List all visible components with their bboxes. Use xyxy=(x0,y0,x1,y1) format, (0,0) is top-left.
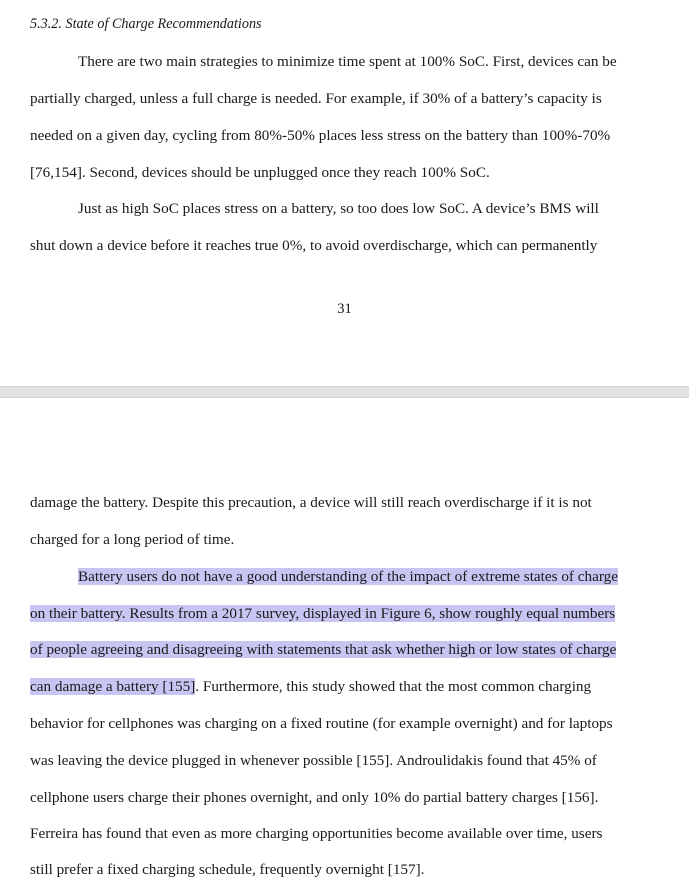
text-line: shut down a device before it reaches true 0%, to avoid overdischarge, which can permanently xyxy=(30,237,598,254)
document-page-31 xyxy=(0,0,689,386)
text-line: behavior for cellphones was charging on a fixed routine (for example overnight) and for laptops xyxy=(30,715,613,732)
page-number: 31 xyxy=(337,301,352,317)
text-line: There are two main strategies to minimize time spent at 100% SoC. First, devices can be xyxy=(78,53,617,70)
text-line: still prefer a fixed charging schedule, frequently overnight [157]. xyxy=(30,861,425,878)
text-line: damage the battery. Despite this precaution, a device will still reach overdischarge if it is not xyxy=(30,494,592,511)
text-line: needed on a given day, cycling from 80%-50% places less stress on the battery than 100%-70% xyxy=(30,127,611,144)
text-line-highlighted[interactable] xyxy=(30,604,615,624)
highlighted-text[interactable]: of people agreeing and disagreeing with statements that ask whether high or low states of charge xyxy=(30,641,617,658)
text-line: Ferreira has found that even as more charging opportunities become available over time, users xyxy=(30,825,603,842)
text-line-partially-highlighted[interactable] xyxy=(30,677,591,697)
highlighted-text[interactable]: on their battery. Results from a 2017 survey, displayed in Figure 6, show roughly equal numbers xyxy=(30,605,616,622)
text-line: [76,154]. Second, devices should be unplugged once they reach 100% SoC. xyxy=(30,164,490,181)
text-line-highlighted[interactable] xyxy=(78,567,618,587)
section-heading: 5.3.2. State of Charge Recommendations xyxy=(30,16,262,32)
document-page-32 xyxy=(0,398,689,884)
unhighlighted-text: . Furthermore, this study showed that the most common charging xyxy=(195,678,592,695)
text-line: charged for a long period of time. xyxy=(30,531,235,548)
text-line: was leaving the device plugged in whenever possible [155]. Androulidakis found that 45% of xyxy=(30,752,597,769)
text-line: cellphone users charge their phones overnight, and only 10% do partial battery charges [156]. xyxy=(30,789,599,806)
text-line-highlighted[interactable] xyxy=(30,640,616,660)
text-line: Just as high SoC places stress on a battery, so too does low SoC. A device’s BMS will xyxy=(78,200,599,217)
page-separator xyxy=(0,386,689,398)
text-line: partially charged, unless a full charge is needed. For example, if 30% of a battery’s capacity is xyxy=(30,90,602,107)
highlighted-text[interactable]: can damage a battery [155] xyxy=(30,678,196,695)
highlighted-text[interactable]: Battery users do not have a good understanding of the impact of extreme states of charge xyxy=(78,568,618,585)
